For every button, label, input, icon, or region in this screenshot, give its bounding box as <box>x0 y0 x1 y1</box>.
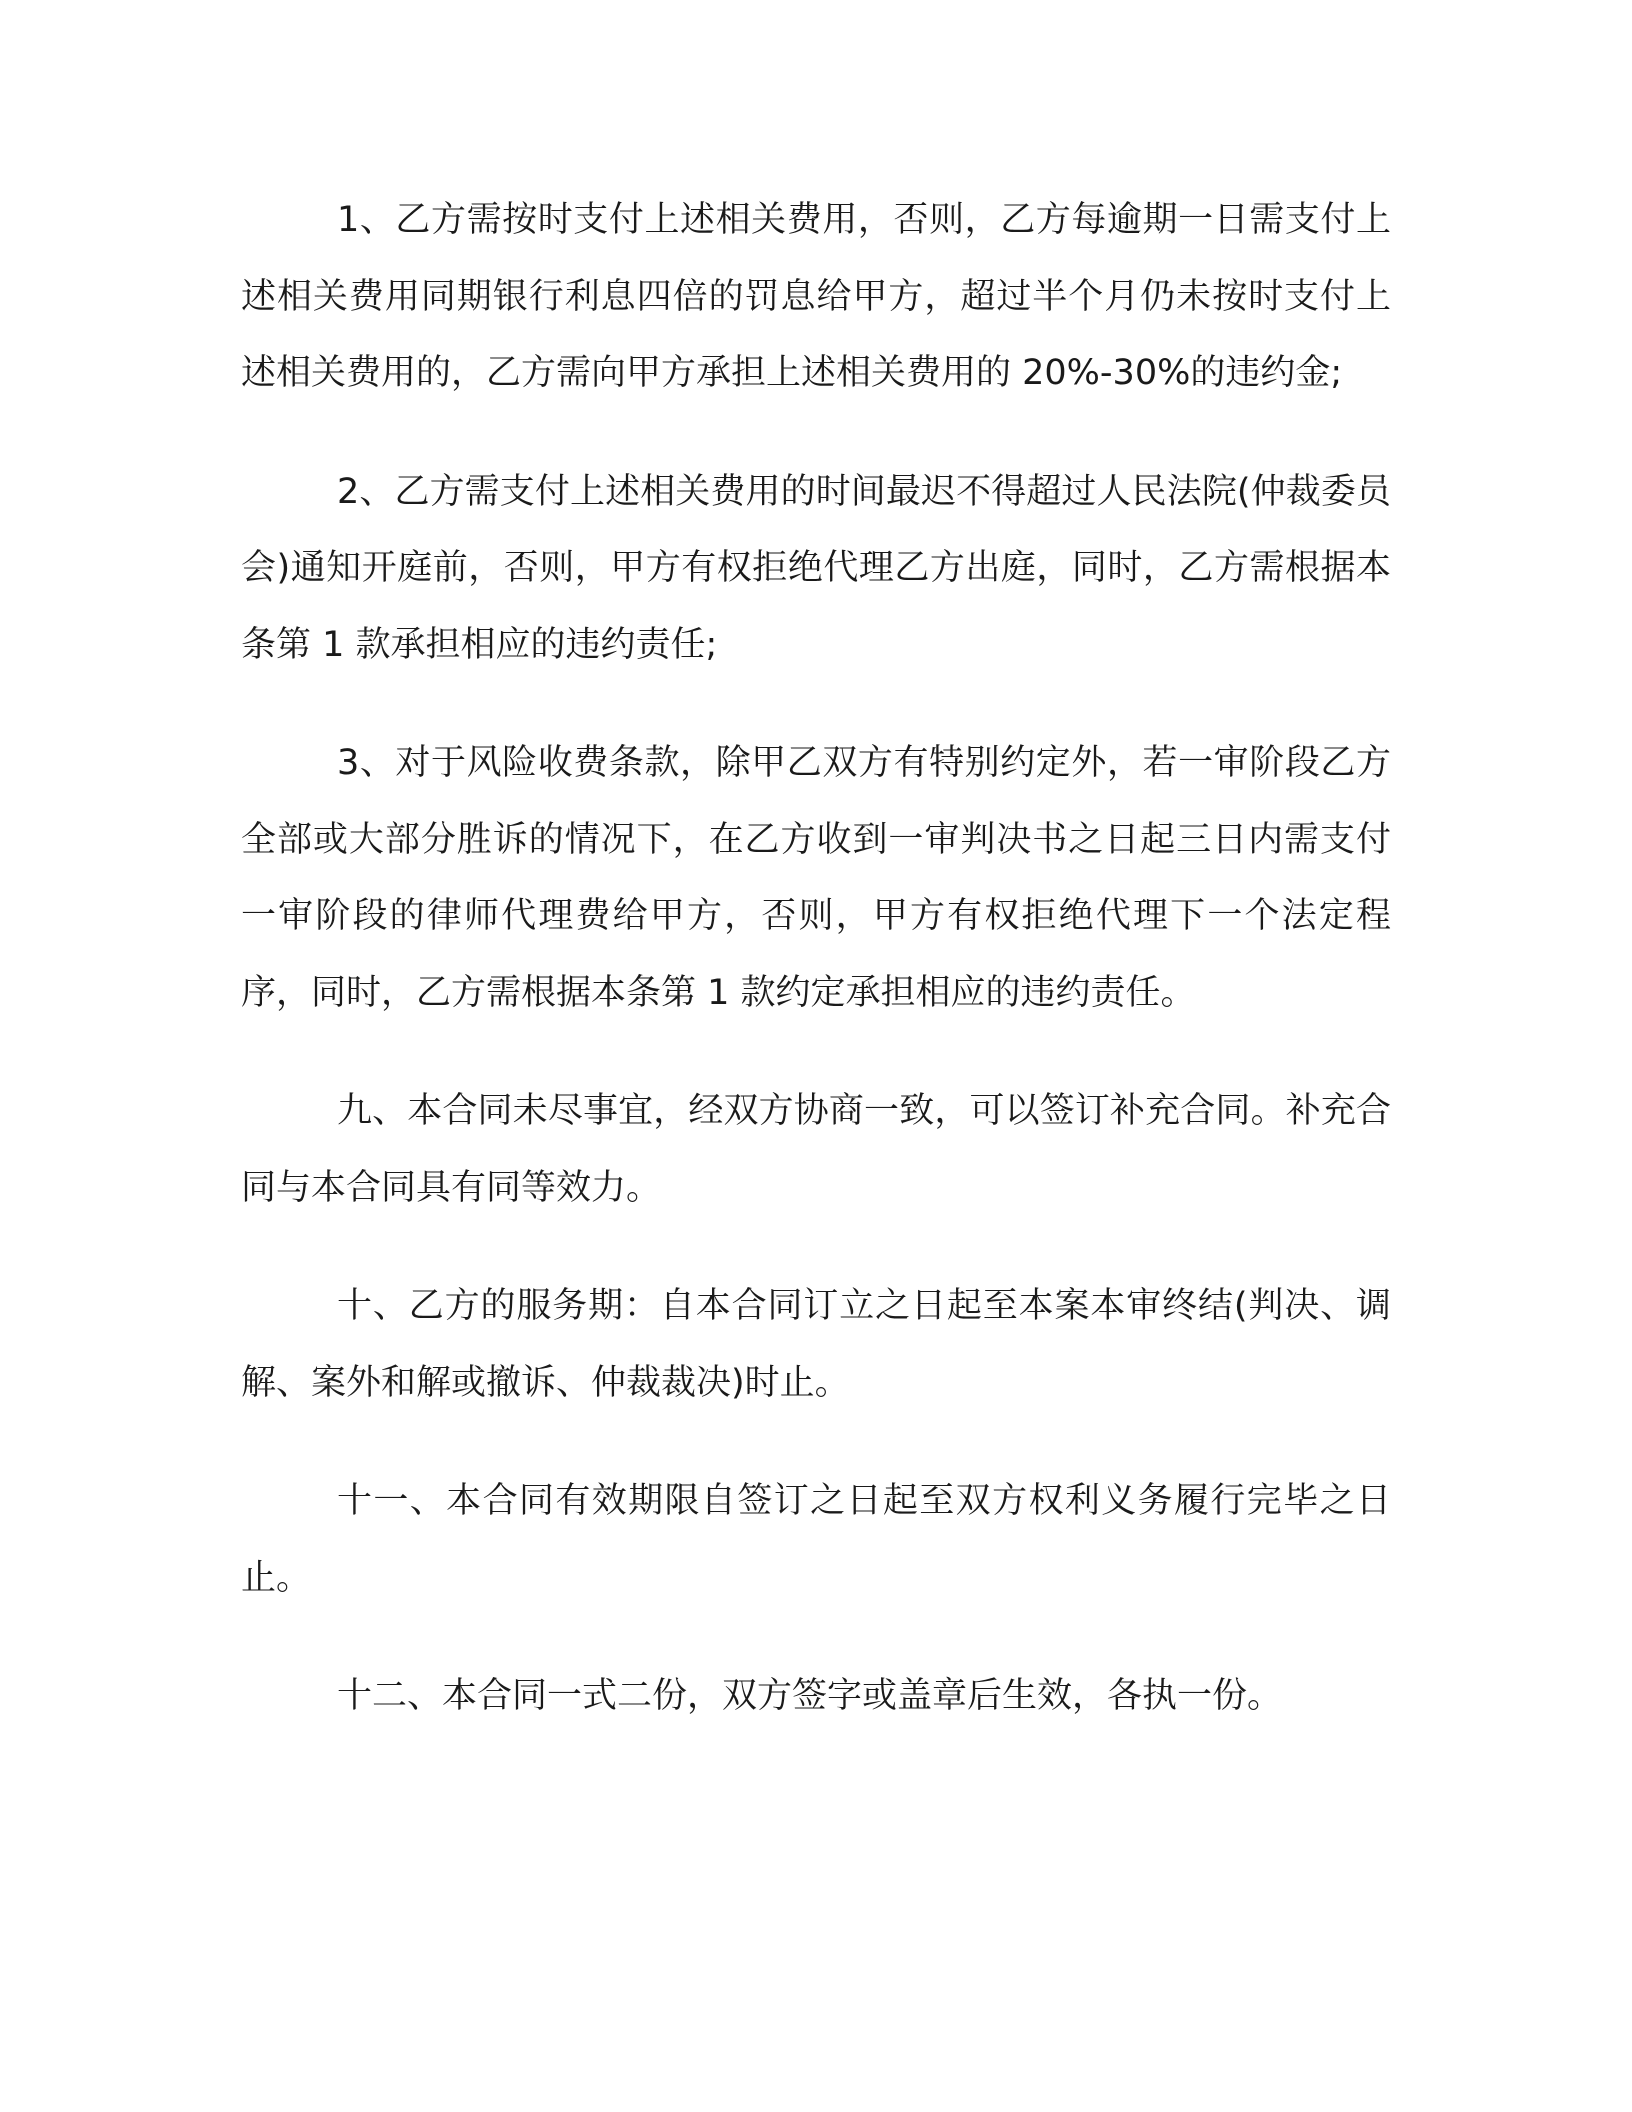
document-page <box>241 182 1391 1735</box>
article-12-paragraph: 十二、本合同一式二份，双方签字或盖章后生效，各执一份。 <box>337 1676 1283 1716</box>
article-11-paragraph: 十一、本合同有效期限自签订之日起至双方权利义务履行完毕之日止。 <box>241 1481 1391 1598</box>
article-9-paragraph: 九、本合同未尽事宜，经双方协商一致，可以签订补充合同。补充合同与本合同具有同等效力。 <box>241 1091 1391 1208</box>
article-10-paragraph: 十、乙方的服务期：自本合同订立之日起至本案本审终结(判决、调解、案外和解或撤诉、仲裁裁决)时止。 <box>241 1286 1391 1403</box>
clause-paragraph-2: 2、乙方需支付上述相关费用的时间最迟不得超过人民法院(仲裁委员会)通知开庭前，否则，甲方有权拒绝代理乙方出庭，同时，乙方需根据本条第 1 款承担相应的违约责任; <box>241 471 1391 665</box>
clause-paragraph-1: 1、乙方需按时支付上述相关费用，否则，乙方每逾期一日需支付上述相关费用同期银行利息四倍的罚息给甲方，超过半个月仍未按时支付上述相关费用的，乙方需向甲方承担上述相关费用的 20%-30%的违约金; <box>241 200 1391 393</box>
clause-paragraph-3: 3、对于风险收费条款，除甲乙双方有特别约定外，若一审阶段乙方全部或大部分胜诉的情况下，在乙方收到一审判决书之日起三日内需支付一审阶段的律师代理费给甲方，否则，甲方有权拒绝代理下一个法定程序，同时，乙方需根据本条第 1 款约定承担相应的违约责任。 <box>241 743 1391 1013</box>
